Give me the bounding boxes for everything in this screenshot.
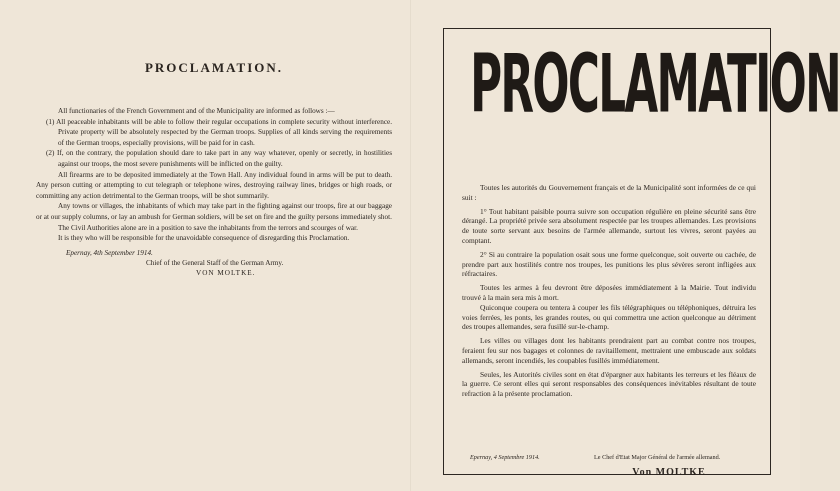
french-date: Epernay, 4 Septembre 1914. [470,454,540,461]
english-paragraph: (2) If, on the contrary, the population should dare to take part in any way whatever, openly or secretly, in hostilities against our troops, the most severe punishments will be inflicted on the guilty. [46,149,392,168]
english-paragraph: It is they who will be responsible for the unavoidable consequence of disregarding this Proclamation. [58,234,350,243]
english-paragraph: Any towns or villages, the inhabitants of which may take part in the fighting against our troops, fire at our baggage or at our supply columns, or lay an ambush for German soldiers, will be set on fire and the guilty persons immediately shot. [36,202,392,221]
french-paragraph: Toutes les armes à feu devront être déposées immédiatement à la Mairie. Tout individu trouvé à la main sera mis à mort. [462,283,756,302]
english-proclamation [36,60,392,460]
english-paragraph: All functionaries of the French Government and of the Municipality are informed as follows :— [58,107,335,115]
fold-line [410,0,411,491]
english-paragraph: (1) All peaceable inhabitants will be able to follow their regular occupations in complete security without interference. Private property will be absolutely respected by the German troops. Supplies of all kinds serving the requirements of the German troops, especially provisions, will be paid for in cash. [46,117,392,147]
english-paragraph: The Civil Authorities alone are in a position to save the inhabitants from the terrors and scourges of war. [58,223,358,232]
french-paragraph: Seules, les Autorités civiles sont en état d'épargner aux habitants les terreurs et les fléaux de la guerre. Ce seront elles qui seront responsables des conséquences inévitables résultant de toute refraction à la présente proclamation. [462,369,756,399]
french-paragraph: 2° Si au contraire la population osait sous une forme quelconque, soit ouverte ou cachée, de prendre part aux hostilités contre nos troupes, les punitions les plus sévères seront infligées aux réfractaires. [462,249,756,279]
french-title: PROCLAMATION [470,38,840,132]
french-paragraph: 1° Tout habitant paisible pourra suivre son occupation régulière en pleine sécurité sans être dérangé. La propriété privée sera absolument respectée par les troupes allemandes. Les provisions de toute sorte servant aux besoins de l'armée allemande, surtout les vivres, seront payées au comptant. [462,206,756,245]
french-signature-title: Le Chef d'Etat Major Général de l'armée allemand. [594,454,721,461]
french-body [462,183,756,399]
english-signature-block [36,248,392,278]
french-paragraph: Les villes ou villages dont les habitants prendraient part au combat contre nos troupes, feraient feu sur nos bagages et colonnes de ravitaillement, mettraient une embuscade aux soldats allemands, seront incendiés, les coupables fusillés immédiatement. [462,336,756,365]
english-signature-title: Chief of the General Staff of the German Army. [146,258,284,267]
english-paragraph: All firearms are to be deposited immediately at the Town Hall. Any individual found in arms will be put to death. Any person cutting or attempting to cut telegraph or telephone wires, destroying railway lines, bridges or high roads, or committing any action detrimental to the German troops, will be shot summarily. [36,170,392,200]
french-paragraph: Toutes les autorités du Gouvernement français et de la Municipalité sont informées de ce qui suit : [462,183,756,202]
english-date: Epernay, 4th September 1914. [66,248,153,257]
french-paragraph: Quiconque coupera ou tentera à couper les fils télégraphiques ou téléphoniques, détruira les voies ferrées, les ponts, les grandes routes, ou qui commettra une action quelconque au détriment des troupes allemandes, sera fusillé sur-le-champ. [462,302,756,332]
french-signature-name: Von MOLTKE [632,467,706,478]
english-title: PROCLAMATION. [144,60,284,75]
french-proclamation [443,28,840,478]
english-signature-name: VON MOLTKE. [196,268,256,277]
